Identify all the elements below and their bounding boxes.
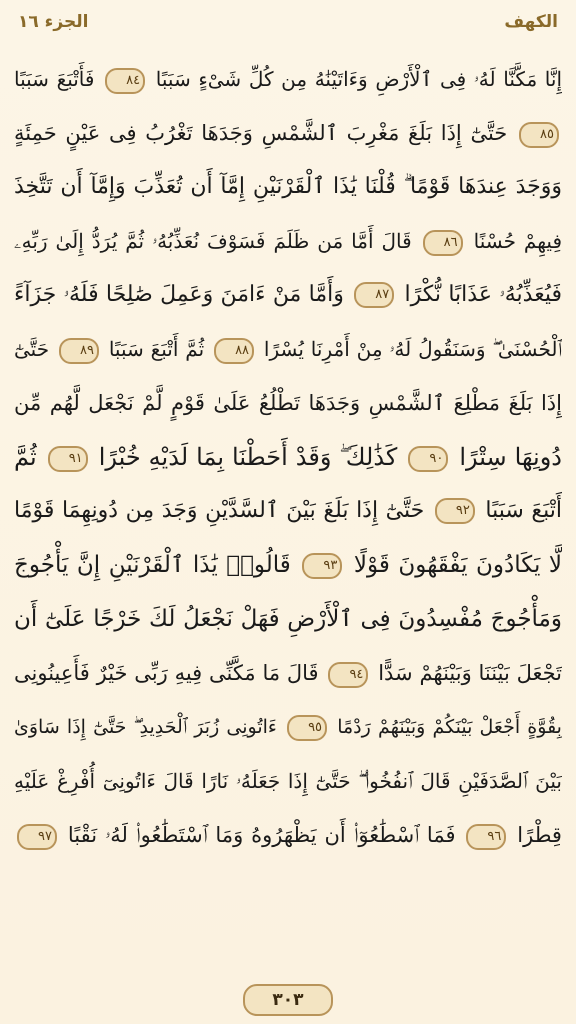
ayah-number-marker: ٩١ [48,446,88,472]
verse-text: وَمَأْجُوجَ مُفْسِدُونَ فِى ٱلْأَرْضِ فَهَلْ نَجْعَلُ لَكَ خَرْجًا عَلَىٰٓ أَن [14,606,562,632]
ayah-number-marker: ٨٧ [354,282,394,308]
verse-text: أَتْبَعَ سَبَبًا [485,498,562,523]
verse-text: فِيهِمْ حُسْنًا [473,229,562,253]
text-line [14,268,562,322]
verse-text: لَّا يَكَادُونَ يَفْقَهُونَ قَوْلًا [353,552,562,578]
page-header [0,0,576,44]
text-line [14,376,562,430]
verse-text: حَتَّىٰٓ إِذَا بَلَغَ بَيْنَ ٱلسَّدَّيْنِ وَجَدَ مِن دُونِهِمَا قَوْمًا [14,498,425,523]
ayah-number-marker: ٨٥ [519,122,559,148]
verse-text: ٱلْحُسْنَىٰ ۖ وَسَنَقُولُ لَهُۥ مِنْ أَمْرِنَا يُسْرًا [263,337,562,361]
text-line [14,214,562,268]
page-number-badge: ٣٠٣ [243,984,333,1016]
line-text [14,214,562,268]
line-text [14,106,562,160]
verse-text: فَيُعَذِّبُهُۥ عَذَابًا نُّكْرًا [404,282,562,307]
line-text [14,700,562,754]
line-text [14,484,562,538]
line-text [14,322,562,376]
ayah-number-marker: ٨٤ [105,68,145,94]
verse-text: دُونِهَا سِتْرًا [459,443,562,471]
line-text [14,160,562,214]
line-text [14,376,562,430]
verse-text: إِذَا بَلَغَ مَطْلِعَ ٱلشَّمْسِ وَجَدَهَا تَطْلُعُ عَلَىٰ قَوْمٍ لَّمْ نَجْعَل لَّهُم مِّن [14,391,562,415]
line-text [14,268,562,322]
verse-text: حَتَّىٰٓ [14,337,50,361]
line-text [14,430,562,484]
verse-text: بَيْنَ ٱلصَّدَفَيْنِ قَالَ ٱنفُخُوا۟ ۖ حَتَّىٰٓ إِذَا جَعَلَهُۥ نَارًا قَالَ ءَاتُونِىٓ أُفْرِغْ عَلَيْهِ [14,769,562,793]
verse-text: قَالَ مَا مَكَّنِّى فِيهِ رَبِّى خَيْرٌ فَأَعِينُونِى [14,661,319,685]
ayah-number-marker: ٩٤ [328,662,368,688]
ayah-number-marker: ٩٦ [466,824,506,850]
line-text [14,646,562,700]
verse-text: قَالَ أَمَّا مَن ظَلَمَ فَسَوْفَ نُعَذِّبُهُۥ ثُمَّ يُرَدُّ إِلَىٰ رَبِّهِۦ [14,229,412,253]
verse-text: حَتَّىٰٓ إِذَا بَلَغَ مَغْرِبَ ٱلشَّمْسِ وَجَدَهَا تَغْرُبُ فِى عَيْنٍ حَمِئَةٍ [14,121,508,145]
verse-text: فَأَتْبَعَ سَبَبًا [14,67,95,91]
line-text [14,52,562,106]
verse-text: فَمَا ٱسْطَٰعُوٓا۟ أَن يَظْهَرُوهُ وَمَا ٱسْتَطَٰعُوا۟ لَهُۥ نَقْبًا [67,823,456,847]
text-line [14,754,562,808]
text-line [14,808,562,862]
line-text [14,754,562,808]
surah-name: الكهف [504,12,558,32]
verse-text: تَجْعَلَ بَيْنَنَا وَبَيْنَهُمْ سَدًّا [378,661,562,685]
verse-text: بِقُوَّةٍ أَجْعَلْ بَيْنَكُمْ وَبَيْنَهُمْ رَدْمًا [337,716,562,738]
verse-text: وَوَجَدَ عِندَهَا قَوْمًا ۗ قُلْنَا يَٰذَا ٱلْقَرْنَيْنِ إِمَّآ أَن تُعَذِّبَ وَإِمَّآ أَن تَتَّخِذَ [14,174,562,199]
text-line [14,538,562,592]
verse-text: ثُمَّ أَتْبَعَ سَبَبًا [108,337,205,361]
ayah-number-marker: ٨٦ [423,230,463,256]
ayah-number-marker: ٩٠ [408,446,448,472]
text-line [14,430,562,484]
verse-text: كَذَٰلِكَ ۖ وَقَدْ أَحَطْنَا بِمَا لَدَيْهِ خُبْرًا [98,443,398,471]
line-text [14,808,562,862]
text-line [14,322,562,376]
line-text [14,592,562,646]
ayah-number-marker: ٩٣ [302,553,342,579]
verse-text: قَالُوا۟ يَٰذَا ٱلْقَرْنَيْنِ إِنَّ يَأْجُوجَ [14,552,291,578]
text-line [14,52,562,106]
text-line [14,700,562,754]
ayah-number-marker: ٩٥ [287,715,327,741]
verse-text: ثُمَّ [14,443,37,471]
text-line [14,484,562,538]
text-line [14,592,562,646]
verse-text: وَأَمَّا مَنْ ءَامَنَ وَعَمِلَ صَٰلِحًا فَلَهُۥ جَزَآءً [14,282,344,307]
ayah-number-marker: ٩٢ [435,498,475,524]
verse-text: قِطْرًا [517,823,562,847]
text-line [14,106,562,160]
verse-text: إِنَّا مَكَّنَّا لَهُۥ فِى ٱلْأَرْضِ وَءَاتَيْنَٰهُ مِن كُلِّ شَىْءٍ سَبَبًا [155,67,562,91]
ayah-number-marker: ٨٩ [59,338,99,364]
juz-label: الجزء ١٦ [18,12,89,32]
text-line [14,646,562,700]
ayah-number-marker: ٩٧ [17,824,57,850]
line-text [14,538,562,592]
quran-text-block [14,52,562,862]
text-line [14,160,562,214]
ayah-number-marker: ٨٨ [214,338,254,364]
page-footer [0,984,576,1016]
verse-text: ءَاتُونِى زُبَرَ ٱلْحَدِيدِ ۖ حَتَّىٰٓ إِذَا سَاوَىٰ [14,716,277,738]
